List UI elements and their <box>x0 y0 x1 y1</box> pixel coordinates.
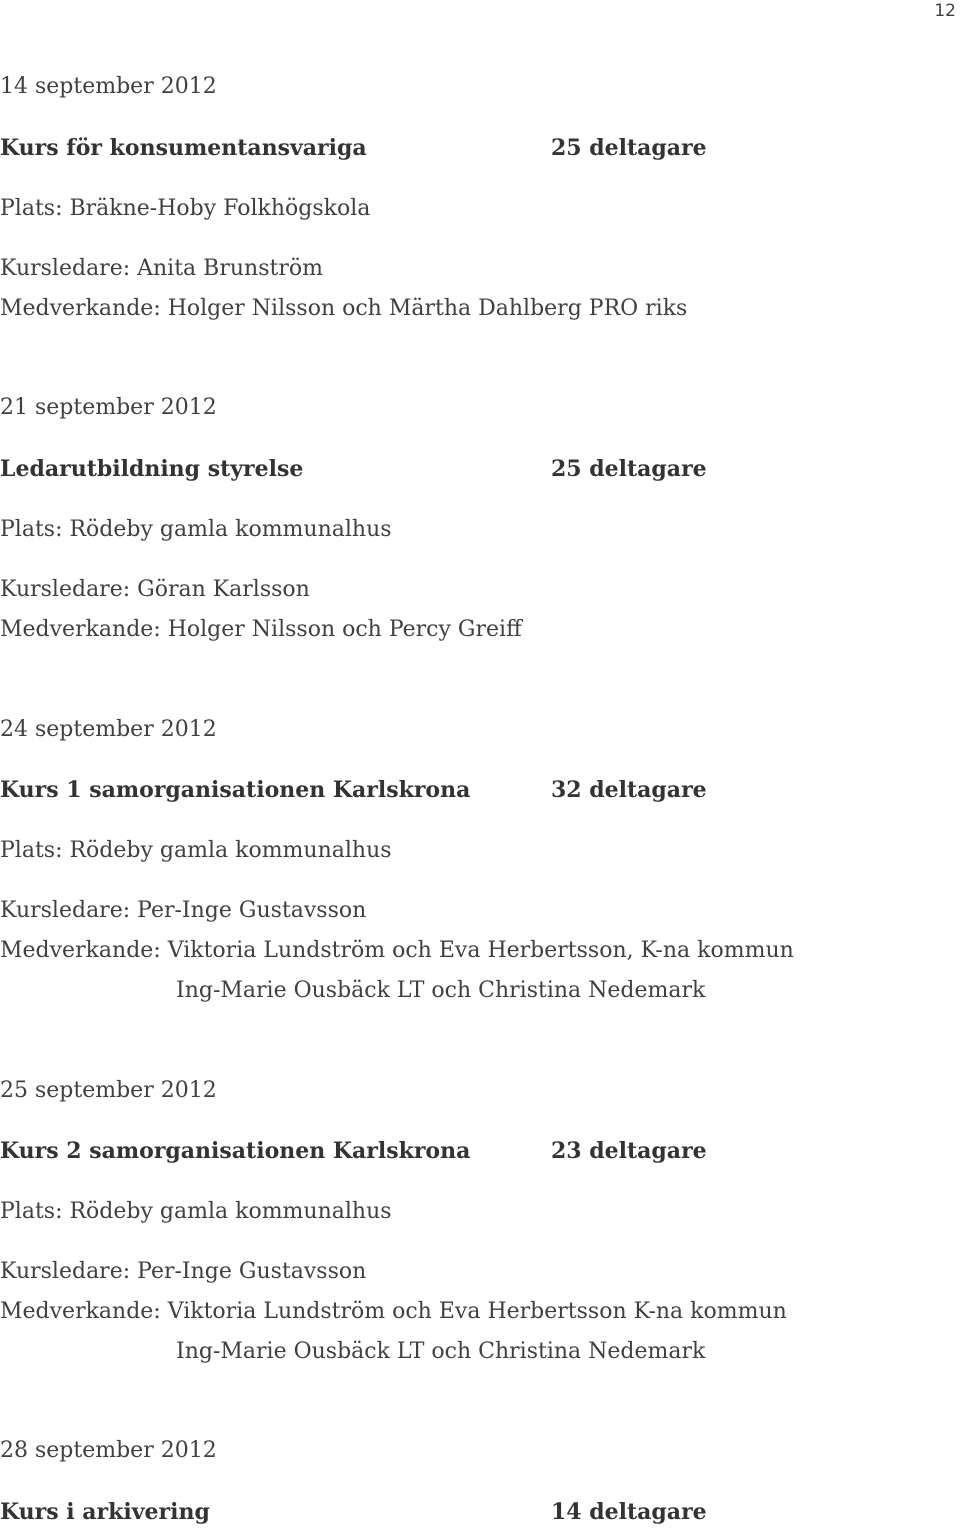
entry-date: 21 september 2012 <box>0 395 217 420</box>
course-contributors: Medverkande: Holger Nilsson och Märtha Dahlberg PRO riks <box>0 296 688 321</box>
course-title: Kurs 2 samorganisationen Karlskrona <box>0 1138 471 1164</box>
course-leader: Kursledare: Per-Inge Gustavsson <box>0 898 367 923</box>
course-title: Ledarutbildning styrelse <box>0 456 304 482</box>
course-leader: Kursledare: Anita Brunström <box>0 256 323 281</box>
course-contributors: Medverkande: Holger Nilsson och Percy Greiff <box>0 617 522 642</box>
course-place: Plats: Bräkne-Hoby Folkhögskola <box>0 196 371 221</box>
course-contributors-continued: Ing-Marie Ousbäck LT och Christina Nedemark <box>176 978 706 1003</box>
participant-count: 14 deltagare <box>551 1499 707 1525</box>
course-leader: Kursledare: Per-Inge Gustavsson <box>0 1259 367 1284</box>
course-leader: Kursledare: Göran Karlsson <box>0 577 310 602</box>
page-number: 12 <box>934 1 956 21</box>
entry-date: 24 september 2012 <box>0 717 217 742</box>
course-place: Plats: Rödeby gamla kommunalhus <box>0 838 392 863</box>
course-title: Kurs för konsumentansvariga <box>0 135 367 161</box>
course-place: Plats: Rödeby gamla kommunalhus <box>0 1199 392 1224</box>
entry-date: 14 september 2012 <box>0 74 217 99</box>
course-place: Plats: Rödeby gamla kommunalhus <box>0 517 392 542</box>
course-contributors-continued: Ing-Marie Ousbäck LT och Christina Nedemark <box>176 1339 706 1364</box>
course-title: Kurs i arkivering <box>0 1499 210 1525</box>
participant-count: 25 deltagare <box>551 135 707 161</box>
course-contributors: Medverkande: Viktoria Lundström och Eva Herbertsson K-na kommun <box>0 1299 787 1324</box>
participant-count: 23 deltagare <box>551 1138 707 1164</box>
entry-date: 28 september 2012 <box>0 1438 217 1463</box>
participant-count: 25 deltagare <box>551 456 707 482</box>
course-title: Kurs 1 samorganisationen Karlskrona <box>0 777 471 803</box>
course-contributors: Medverkande: Viktoria Lundström och Eva Herbertsson, K-na kommun <box>0 938 794 963</box>
participant-count: 32 deltagare <box>551 777 707 803</box>
entry-date: 25 september 2012 <box>0 1078 217 1103</box>
